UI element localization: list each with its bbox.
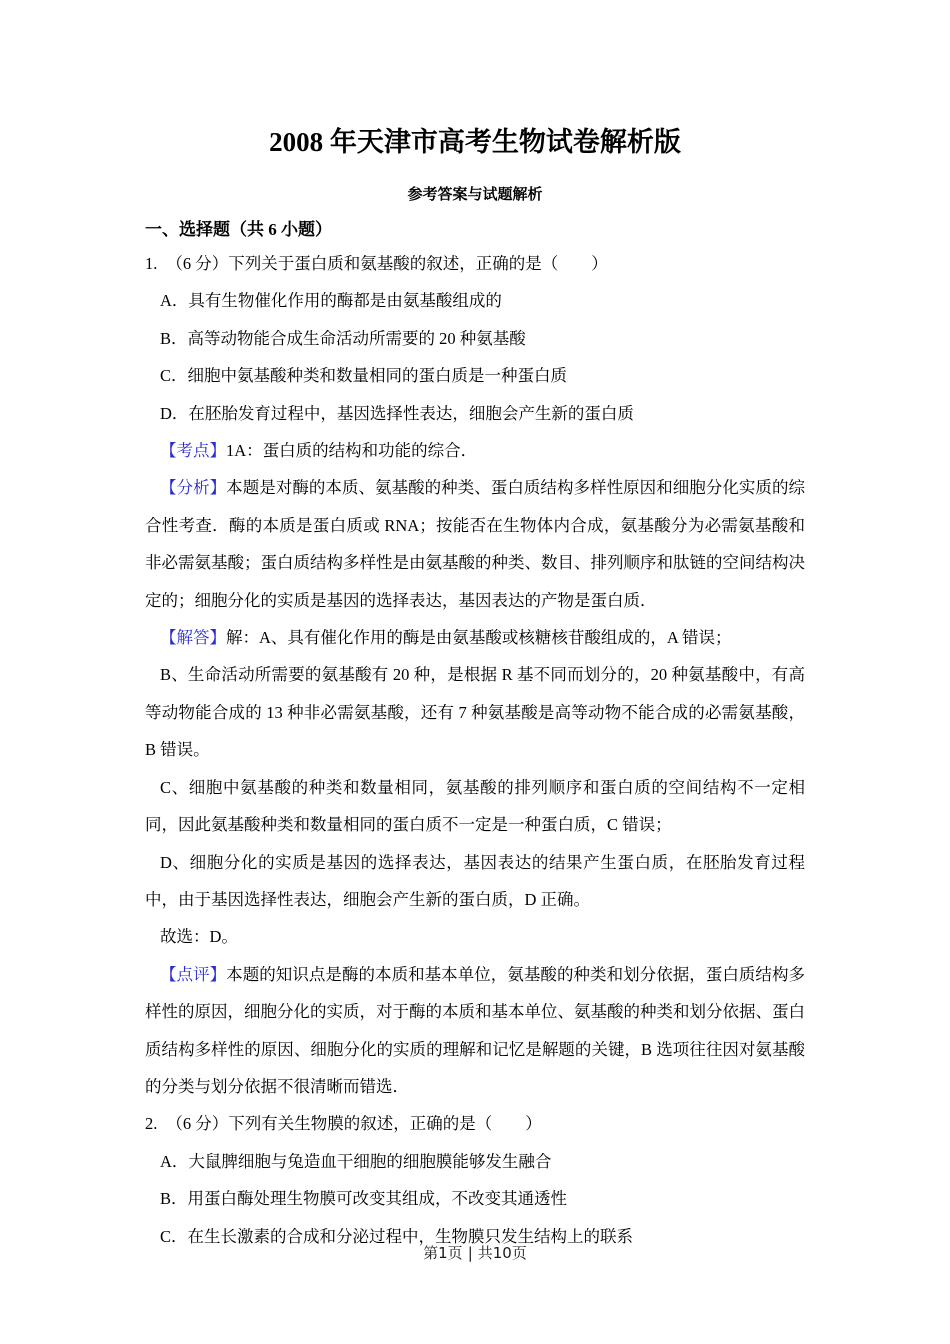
document-title: 2008 年天津市高考生物试卷解析版 (269, 127, 681, 157)
block-marker: 【考点】 (160, 441, 226, 461)
section-heading: 一、选择题（共 6 小题） (145, 220, 332, 239)
block-marker: 【解答】 (160, 628, 226, 648)
answer-block (145, 619, 805, 656)
answer-continuation (145, 769, 805, 844)
block-text: B、生命活动所需要的氨基酸有 20 种，是根据 R 基不同而划分的，20 种氨基酸中，有高等动物能合成的 13 种非必需氨基酸，还有 7 种氨基酸是高等动物不能合成的必需氨基酸，B 错误。 (145, 665, 805, 760)
option-line: B．高等动物能合成生命活动所需要的 20 种氨基酸 (160, 328, 526, 348)
option-line: C．在生长激素的合成和分泌过程中，生物膜只发生结构上的联系 (160, 1226, 634, 1246)
option-line: A．具有生物催化作用的酶都是由氨基酸组成的 (160, 291, 502, 311)
question-text: （6 分）下列有关生物膜的叙述，正确的是（ ） (166, 1114, 542, 1134)
option-line: B．用蛋白酶处理生物膜可改变其组成，不改变其通透性 (160, 1189, 568, 1209)
block-text: 本题的知识点是酶的本质和基本单位，氨基酸的种类和划分依据，蛋白质结构多样性的原因，细胞分化的实质，对于酶的本质和基本单位、氨基酸的种类和划分依据、蛋白质结构多样性的原因、细胞分化的实质的理解和记忆是解题的关键，B 选项往往因对氨基酸的分类与划分依据不很清晰而错选． (145, 964, 806, 1096)
block-text: C、细胞中氨基酸的种类和数量相同，氨基酸的排列顺序和蛋白质的空间结构不一定相同，因此氨基酸种类和数量相同的蛋白质不一定是一种蛋白质，C 错误； (145, 777, 805, 835)
block-marker: 【点评】 (160, 964, 227, 984)
option-line: D．在胚胎发育过程中，基因选择性表达，细胞会产生新的蛋白质 (160, 403, 634, 423)
analysis-block (145, 469, 805, 619)
question-number: 2. (145, 1114, 158, 1134)
option-line: C．细胞中氨基酸种类和数量相同的蛋白质是一种蛋白质 (160, 366, 568, 386)
footer-separator: | (467, 1244, 473, 1262)
document-content (145, 0, 805, 1255)
block-text: D、细胞分化的实质是基因的选择表达，基因表达的结果产生蛋白质，在胚胎发育过程中，由于基因选择性表达，细胞会产生新的蛋白质，D 正确。 (145, 852, 805, 909)
block-text: 解：A、具有催化作用的酶是由氨基酸或核糖核苷酸组成的，A 错误； (226, 628, 732, 648)
block-text: 本题是对酶的本质、氨基酸的种类、蛋白质结构多样性原因和细胞分化实质的综合性考查．酶的本质是蛋白质或 RNA；按能否在生物体内合成，氨基酸分为必需氨基酸和非必需氨基酸；蛋白质结构多样性是由氨基酸的种类、数目、排列顺序和肽链的空间结构决定的；细胞分化的实质是基因的选择表达，基因表达的产物是蛋白质． (145, 478, 806, 610)
question-stem (145, 1105, 805, 1142)
document-subtitle: 参考答案与试题解析 (407, 187, 543, 203)
answer-continuation (145, 844, 805, 919)
question-text: （6 分）下列关于蛋白质和氨基酸的叙述，正确的是（ ） (166, 254, 608, 273)
questions-area (145, 245, 805, 1255)
footer-total-pages: 共10页 (477, 1244, 527, 1262)
question-stem (145, 245, 805, 282)
comment-block (145, 956, 805, 1106)
footer-page-number: 第1页 (423, 1244, 463, 1262)
option-line: A．大鼠脾细胞与兔造血干细胞的细胞膜能够发生融合 (160, 1151, 552, 1171)
examined-points-block (145, 432, 805, 469)
answer-continuation (145, 918, 805, 955)
block-text: 1A：蛋白质的结构和功能的综合． (226, 441, 478, 461)
page-footer (0, 1243, 950, 1263)
question-number: 1. (145, 254, 158, 273)
block-text: 故选：D。 (160, 927, 238, 947)
block-marker: 【分析】 (160, 478, 227, 498)
answer-continuation (145, 656, 805, 768)
